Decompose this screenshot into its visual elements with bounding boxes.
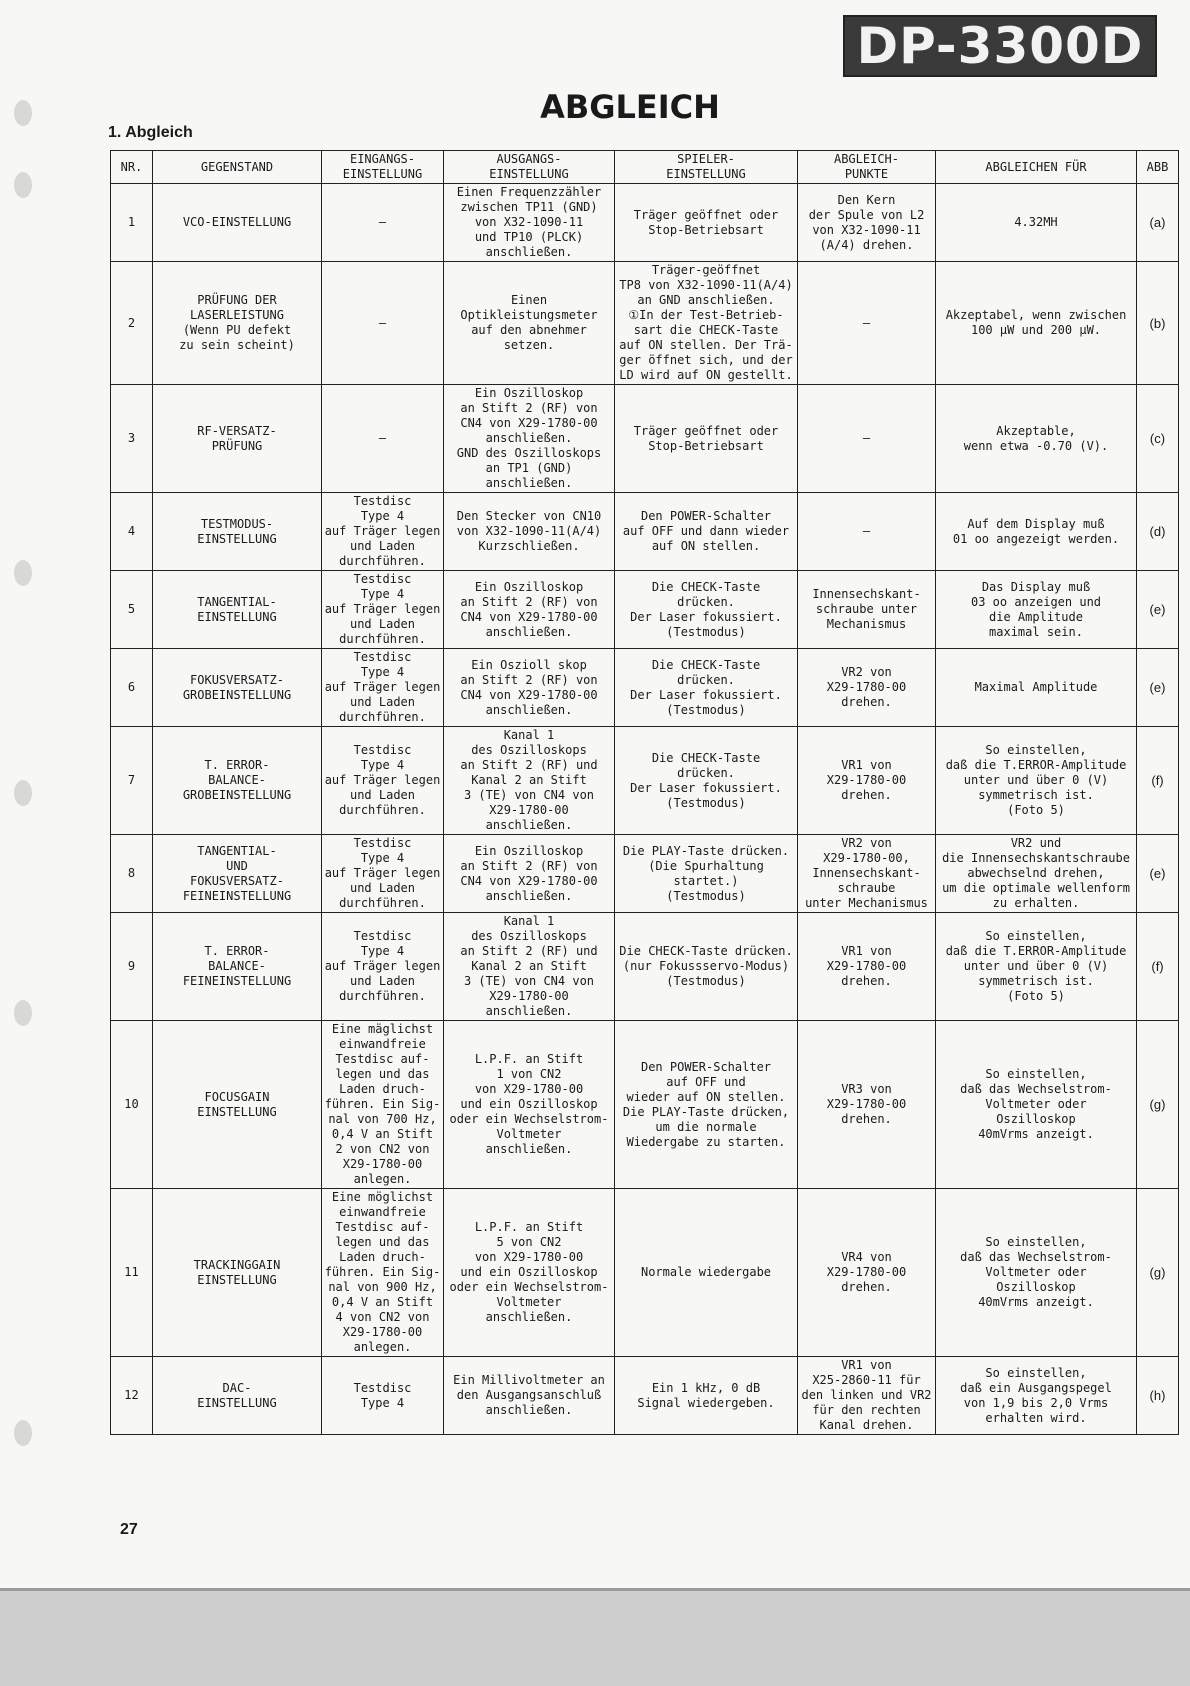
output-setting-cell: Einen Optikleistungsmeter auf den abnehmer setzen.: [444, 262, 615, 385]
row-number: 9: [111, 913, 153, 1021]
row-number: 12: [111, 1357, 153, 1435]
output-setting-cell: Kanal 1 des Oszilloskops an Stift 2 (RF) und Kanal 2 an Stift 3 (TE) von CN4 von X29-1780-00 anschließen.: [444, 727, 615, 835]
row-number: 8: [111, 835, 153, 913]
subject-cell: TESTMODUS- EINSTELLUNG: [153, 493, 322, 571]
col-abb-header: ABB: [1137, 151, 1179, 184]
player-setting-cell: Träger-geöffnet TP8 von X32-1090-11(A/4) an GND anschließen. ①In der Test-Betrieb- sart die CHECK-Taste auf ON stellen. Der Trä- ger öffnet sich, und der LD wird auf ON gestellt.: [615, 262, 798, 385]
input-setting-cell: —: [322, 262, 444, 385]
input-setting-cell: Testdisc Type 4 auf Träger legen und Laden durchführen.: [322, 727, 444, 835]
row-number: 1: [111, 184, 153, 262]
input-setting-cell: Testdisc Type 4 auf Träger legen und Laden durchführen.: [322, 913, 444, 1021]
adjustment-point-cell: VR2 von X29-1780-00 drehen.: [798, 649, 936, 727]
adjustment-point-cell: VR1 von X29-1780-00 drehen.: [798, 913, 936, 1021]
adjust-for-cell: So einstellen, daß die T.ERROR-Amplitude unter und über 0 (V) symmetrisch ist. (Foto 5): [936, 913, 1137, 1021]
output-setting-cell: Ein Oszilloskop an Stift 2 (RF) von CN4 von X29-1780-00 anschließen. GND des Oszilloskops an TP1 (GND) anschließen.: [444, 385, 615, 493]
output-setting-cell: Den Stecker von CN10 von X32-1090-11(A/4) Kurzschließen.: [444, 493, 615, 571]
adjustment-point-cell: Den Kern der Spule von L2 von X32-1090-11 (A/4) drehen.: [798, 184, 936, 262]
figure-ref-cell: (g): [1137, 1021, 1179, 1189]
adjust-for-cell: Akzeptable, wenn etwa -0.70 (V).: [936, 385, 1137, 493]
table-row: [111, 493, 1179, 571]
player-setting-cell: Die CHECK-Taste drücken. Der Laser fokussiert. (Testmodus): [615, 571, 798, 649]
table-row: [111, 385, 1179, 493]
player-setting-cell: Die CHECK-Taste drücken. (nur Fokussservo-Modus) (Testmodus): [615, 913, 798, 1021]
input-setting-cell: Testdisc Type 4 auf Träger legen und Laden durchführen.: [322, 571, 444, 649]
output-setting-cell: Ein Oszioll skop an Stift 2 (RF) von CN4 von X29-1780-00 anschließen.: [444, 649, 615, 727]
adjust-for-cell: Maximal Amplitude: [936, 649, 1137, 727]
figure-ref-cell: (h): [1137, 1357, 1179, 1435]
binder-hole: [14, 100, 32, 126]
row-number: 5: [111, 571, 153, 649]
output-setting-cell: L.P.F. an Stift 1 von CN2 von X29-1780-00 und ein Oszilloskop oder ein Wechselstrom- Voltmeter anschließen.: [444, 1021, 615, 1189]
figure-ref-cell: (e): [1137, 571, 1179, 649]
subject-cell: FOCUSGAIN EINSTELLUNG: [153, 1021, 322, 1189]
adjust-for-cell: So einstellen, daß das Wechselstrom- Voltmeter oder Oszilloskop 40mVrms anzeigt.: [936, 1021, 1137, 1189]
table-row: [111, 1357, 1179, 1435]
subject-cell: PRÜFUNG DER LASERLEISTUNG (Wenn PU defekt zu sein scheint): [153, 262, 322, 385]
subject-cell: DAC- EINSTELLUNG: [153, 1357, 322, 1435]
row-number: 4: [111, 493, 153, 571]
figure-ref-cell: (b): [1137, 262, 1179, 385]
player-setting-cell: Normale wiedergabe: [615, 1189, 798, 1357]
adjustment-point-cell: VR2 von X29-1780-00, Innensechskant- schraube unter Mechanismus: [798, 835, 936, 913]
table-row: [111, 727, 1179, 835]
figure-ref-cell: (c): [1137, 385, 1179, 493]
row-number: 10: [111, 1021, 153, 1189]
table-row: [111, 913, 1179, 1021]
subject-cell: TANGENTIAL- UND FOKUSVERSATZ- FEINEINSTELLUNG: [153, 835, 322, 913]
input-setting-cell: —: [322, 385, 444, 493]
output-setting-cell: Kanal 1 des Oszilloskops an Stift 2 (RF) und Kanal 2 an Stift 3 (TE) von CN4 von X29-1780-00 anschließen.: [444, 913, 615, 1021]
player-setting-cell: Den POWER-Schalter auf OFF und wieder auf ON stellen. Die PLAY-Taste drücken, um die normale Wiedergabe zu starten.: [615, 1021, 798, 1189]
output-setting-cell: Ein Millivoltmeter an den Ausgangsanschluß anschließen.: [444, 1357, 615, 1435]
adjust-for-cell: Akzeptabel, wenn zwischen 100 μW und 200 μW.: [936, 262, 1137, 385]
adjust-for-cell: So einstellen, daß ein Ausgangspegel von 1,9 bis 2,0 Vrms erhalten wird.: [936, 1357, 1137, 1435]
figure-ref-cell: (f): [1137, 727, 1179, 835]
player-setting-cell: Den POWER-Schalter auf OFF und dann wieder auf ON stellen.: [615, 493, 798, 571]
table-row: [111, 184, 1179, 262]
figure-ref-cell: (g): [1137, 1189, 1179, 1357]
subject-cell: VCO-EINSTELLUNG: [153, 184, 322, 262]
adjustment-point-cell: —: [798, 262, 936, 385]
table-row: [111, 835, 1179, 913]
binder-hole: [14, 1000, 32, 1026]
player-setting-cell: Die PLAY-Taste drücken. (Die Spurhaltung startet.) (Testmodus): [615, 835, 798, 913]
binder-hole: [14, 780, 32, 806]
input-setting-cell: Testdisc Type 4: [322, 1357, 444, 1435]
row-number: 2: [111, 262, 153, 385]
row-number: 11: [111, 1189, 153, 1357]
table-row: [111, 649, 1179, 727]
table-row: [111, 1189, 1179, 1357]
adjustment-point-cell: VR3 von X29-1780-00 drehen.: [798, 1021, 936, 1189]
scan-footer-band: [0, 1588, 1190, 1686]
adjust-for-cell: Auf dem Display muß 01 oo angezeigt werden.: [936, 493, 1137, 571]
adjustment-point-cell: —: [798, 493, 936, 571]
adjust-for-cell: So einstellen, daß das Wechselstrom- Voltmeter oder Oszilloskop 40mVrms anzeigt.: [936, 1189, 1137, 1357]
input-setting-cell: Eine mäglichst einwandfreie Testdisc auf- legen und das Laden druch- führen. Ein Sig- nal von 700 Hz, 0,4 V an Stift 2 von CN2 von X29-1780-00 anlegen.: [322, 1021, 444, 1189]
row-number: 7: [111, 727, 153, 835]
subject-cell: TANGENTIAL- EINSTELLUNG: [153, 571, 322, 649]
table-row: [111, 571, 1179, 649]
row-number: 3: [111, 385, 153, 493]
player-setting-cell: Die CHECK-Taste drücken. Der Laser fokussiert. (Testmodus): [615, 727, 798, 835]
input-setting-cell: Testdisc Type 4 auf Träger legen und Laden durchführen.: [322, 835, 444, 913]
col-nr-header: NR.: [111, 151, 153, 184]
col-spieler-header: SPIELER- EINSTELLUNG: [615, 151, 798, 184]
model-badge: DP-3300D: [843, 15, 1157, 77]
figure-ref-cell: (d): [1137, 493, 1179, 571]
player-setting-cell: Die CHECK-Taste drücken. Der Laser fokussiert. (Testmodus): [615, 649, 798, 727]
adjust-for-cell: VR2 und die Innensechskantschraube abwechselnd drehen, um die optimale wellenform zu erhalten.: [936, 835, 1137, 913]
player-setting-cell: Träger geöffnet oder Stop-Betriebsart: [615, 385, 798, 493]
figure-ref-cell: (e): [1137, 835, 1179, 913]
row-number: 6: [111, 649, 153, 727]
adjustment-point-cell: VR4 von X29-1780-00 drehen.: [798, 1189, 936, 1357]
binder-hole: [14, 560, 32, 586]
subject-cell: FOKUSVERSATZ- GROBEINSTELLUNG: [153, 649, 322, 727]
table-body: [111, 184, 1179, 1435]
table-header-row: [111, 151, 1179, 184]
subject-cell: T. ERROR- BALANCE- GROBEINSTELLUNG: [153, 727, 322, 835]
player-setting-cell: Ein 1 kHz, 0 dB Signal wiedergeben.: [615, 1357, 798, 1435]
output-setting-cell: Ein Oszilloskop an Stift 2 (RF) von CN4 von X29-1780-00 anschließen.: [444, 571, 615, 649]
binder-hole: [14, 1420, 32, 1446]
output-setting-cell: Ein Oszilloskop an Stift 2 (RF) von CN4 von X29-1780-00 anschließen.: [444, 835, 615, 913]
adjustment-point-cell: Innensechskant- schraube unter Mechanismus: [798, 571, 936, 649]
input-setting-cell: Testdisc Type 4 auf Träger legen und Laden durchführen.: [322, 649, 444, 727]
table-row: [111, 1021, 1179, 1189]
adjust-for-cell: Das Display muß 03 oo anzeigen und die Amplitude maximal sein.: [936, 571, 1137, 649]
figure-ref-cell: (f): [1137, 913, 1179, 1021]
adjust-for-cell: 4.32MH: [936, 184, 1137, 262]
page-number: 27: [120, 1521, 138, 1538]
col-gegenstand-header: GEGENSTAND: [153, 151, 322, 184]
col-eingangs-header: EINGANGS- EINSTELLUNG: [322, 151, 444, 184]
figure-ref-cell: (e): [1137, 649, 1179, 727]
col-abgleich-punkte-header: ABGLEICH- PUNKTE: [798, 151, 936, 184]
adjustment-table: [110, 150, 1179, 1435]
input-setting-cell: —: [322, 184, 444, 262]
figure-ref-cell: (a): [1137, 184, 1179, 262]
adjustment-point-cell: VR1 von X29-1780-00 drehen.: [798, 727, 936, 835]
input-setting-cell: Testdisc Type 4 auf Träger legen und Laden durchführen.: [322, 493, 444, 571]
adjustment-point-cell: —: [798, 385, 936, 493]
input-setting-cell: Eine möglichst einwandfreie Testdisc auf- legen und das Laden druch- führen. Ein Sig- nal von 900 Hz, 0,4 V an Stift 4 von CN2 von X29-1780-00 anlegen.: [322, 1189, 444, 1357]
subject-cell: RF-VERSATZ- PRÜFUNG: [153, 385, 322, 493]
output-setting-cell: L.P.F. an Stift 5 von CN2 von X29-1780-00 und ein Oszilloskop oder ein Wechselstrom- Voltmeter anschließen.: [444, 1189, 615, 1357]
subject-cell: T. ERROR- BALANCE- FEINEINSTELLUNG: [153, 913, 322, 1021]
col-abgleichen-fuer-header: ABGLEICHEN FÜR: [936, 151, 1137, 184]
binder-hole: [14, 172, 32, 198]
subject-cell: TRACKINGGAIN EINSTELLUNG: [153, 1189, 322, 1357]
output-setting-cell: Einen Frequenzzähler zwischen TP11 (GND) von X32-1090-11 und TP10 (PLCK) anschließen.: [444, 184, 615, 262]
adjust-for-cell: So einstellen, daß die T.ERROR-Amplitude unter und über 0 (V) symmetrisch ist. (Foto 5): [936, 727, 1137, 835]
col-ausgangs-header: AUSGANGS- EINSTELLUNG: [444, 151, 615, 184]
page-title: ABGLEICH: [540, 88, 720, 126]
table-row: [111, 262, 1179, 385]
player-setting-cell: Träger geöffnet oder Stop-Betriebsart: [615, 184, 798, 262]
adjustment-point-cell: VR1 von X25-2860-11 für den linken und VR2 für den rechten Kanal drehen.: [798, 1357, 936, 1435]
section-heading: 1. Abgleich: [108, 124, 193, 141]
